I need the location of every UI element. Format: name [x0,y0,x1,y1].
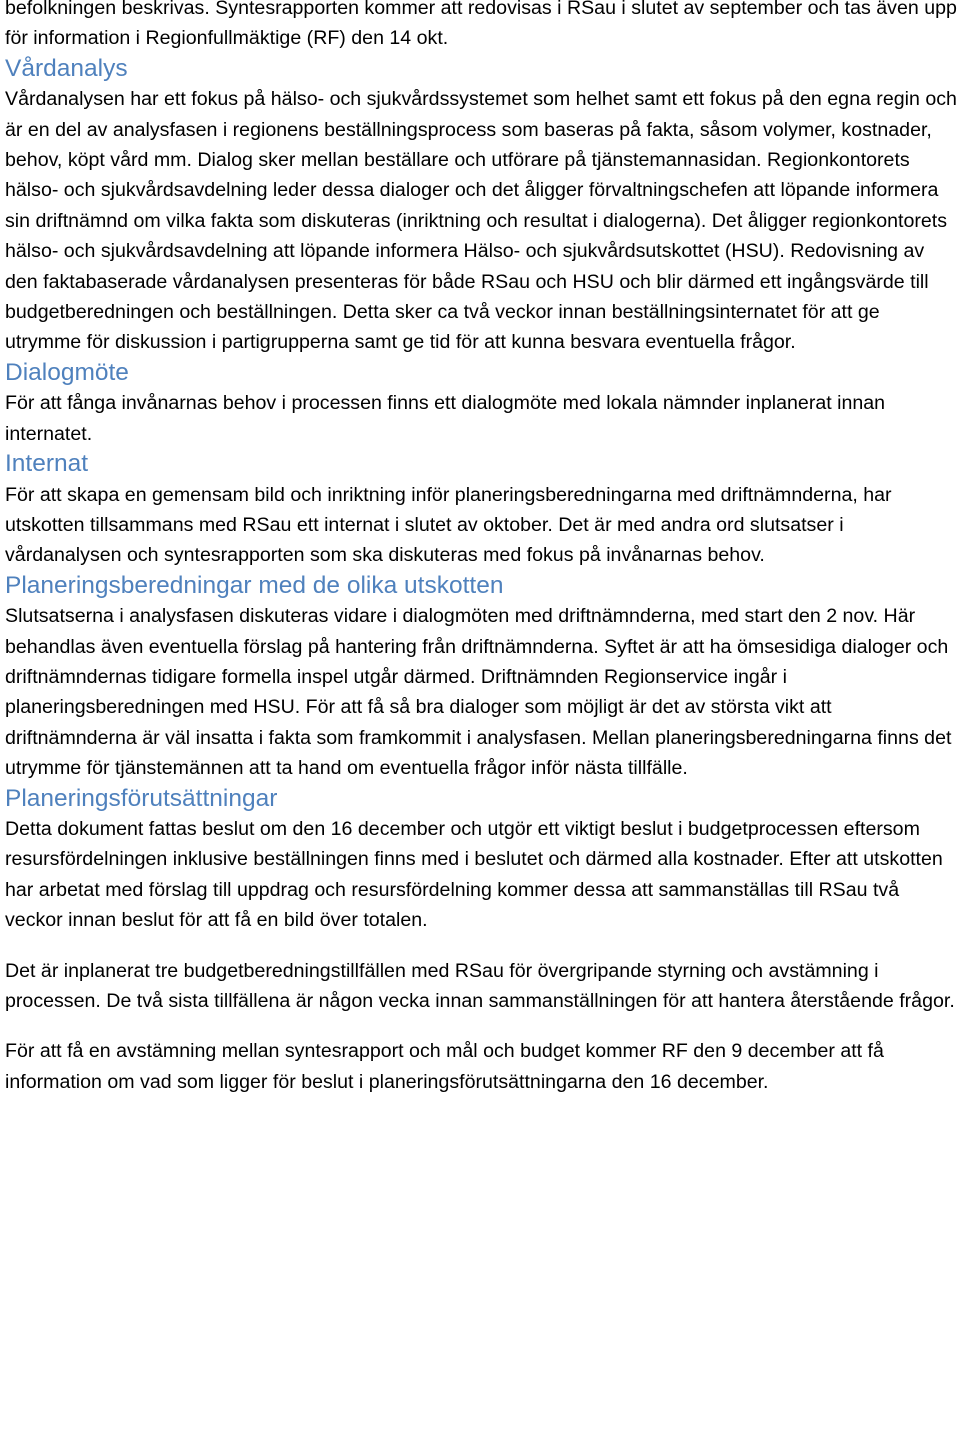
section [5,54,957,358]
section-heading: Planeringsberedningar med de olika utskotten [5,571,504,599]
section [5,784,957,1098]
document-sections [5,54,957,1097]
section-heading: Dialogmöte [5,358,129,386]
intro-paragraph: befolkningen beskrivas. Syntesrapporten kommer att redovisas i RSau i slutet av september och tas även upp för information i Regionfullmäktige (RF) den 14 okt. [5,0,957,50]
section-heading: Planeringsförutsättningar [5,784,278,812]
section [5,449,957,571]
section-heading: Internat [5,450,89,478]
section [5,571,957,784]
section-paragraph: Det är inplanerat tre budgetberedningstillfällen med RSau för övergripande styrning och avstämning i processen. De två sista tillfällena är någon vecka innan sammanställningen för att hantera återstående frågor. [5,959,955,1012]
document-page [5,0,957,1097]
section-paragraph: För att fånga invånarnas behov i processen finns ett dialogmöte med lokala nämnder inplanerat innan internatet. [5,392,886,445]
section-paragraph: För att få en avstämning mellan syntesrapport och mål och budget kommer RF den 9 december att få information om vad som ligger för beslut i planeringsförutsättningarna den 16 december. [5,1040,884,1093]
section-paragraph: Vårdanalysen har ett fokus på hälso- och sjukvårdssystemet som helhet samt ett fokus på den egna regin och är en del av analysfasen i regionens beställningsprocess som baseras på fakta, såsom volymer, kostnader, behov, köpt vård mm. Dialog sker mellan beställare och utförare på tjänstemannasidan. Regionkontorets hälso- och sjukvårdsavdelning leder dessa dialoger och det åligger förvaltningschefen att löpande informera sin driftnämnd om vilka fakta som diskuteras (inriktning och resultat i dialogerna). Det åligger regionkontorets hälso- och sjukvårdsavdelning att löpande informera Hälso- och sjukvårdsutskottet (HSU). Redovisning av den faktabaserade vårdanalysen presenteras för både RSau och HSU och blir därmed ett ingångsvärde till budgetberedningen och beställningen. Detta sker ca två veckor innan beställningsinternatet för att ge utrymme för diskussion i partigrupperna samt ge tid för att kunna besvara eventuella frågor. [5,88,957,354]
section-paragraph: För att skapa en gemensam bild och inriktning inför planeringsberedningarna med driftnämnderna, har utskotten tillsammans med RSau ett internat i slutet av oktober. Det är med andra ord slutsatser i vårdanalysen och syntesrapporten som ska diskuteras med fokus på invånarnas behov. [5,483,892,567]
section-paragraph: Slutsatserna i analysfasen diskuteras vidare i dialogmöten med driftnämnderna, med start den 2 nov. Här behandlas även eventuella förslag på hantering från driftnämnderna. Syftet är att ha ömsesidiga dialoger och driftnämndernas tidigare formella inspel utgår därmed. Driftnämnden Regionservice ingår i planeringsberedningen med HSU. För att få så bra dialoger som möjligt är det av största vikt att driftnämnderna är väl insatta i fakta som framkommit i analysfasen. Mellan planeringsberedningarna finns det utrymme för tjänstemännen att ta hand om eventuella frågor inför nästa tillfälle. [5,605,952,780]
section [5,358,957,449]
section-heading: Vårdanalys [5,54,128,82]
section-paragraph: Detta dokument fattas beslut om den 16 december och utgör ett viktigt beslut i budgetprocessen eftersom resursfördelningen inklusive beställningen finns med i beslutet och därmed alla kostnader. Efter att utskotten har arbetat med förslag till uppdrag och resursfördelning kommer dessa att sammanställas till RSau två veckor innan beslut för att få en bild över totalen. [5,817,943,932]
